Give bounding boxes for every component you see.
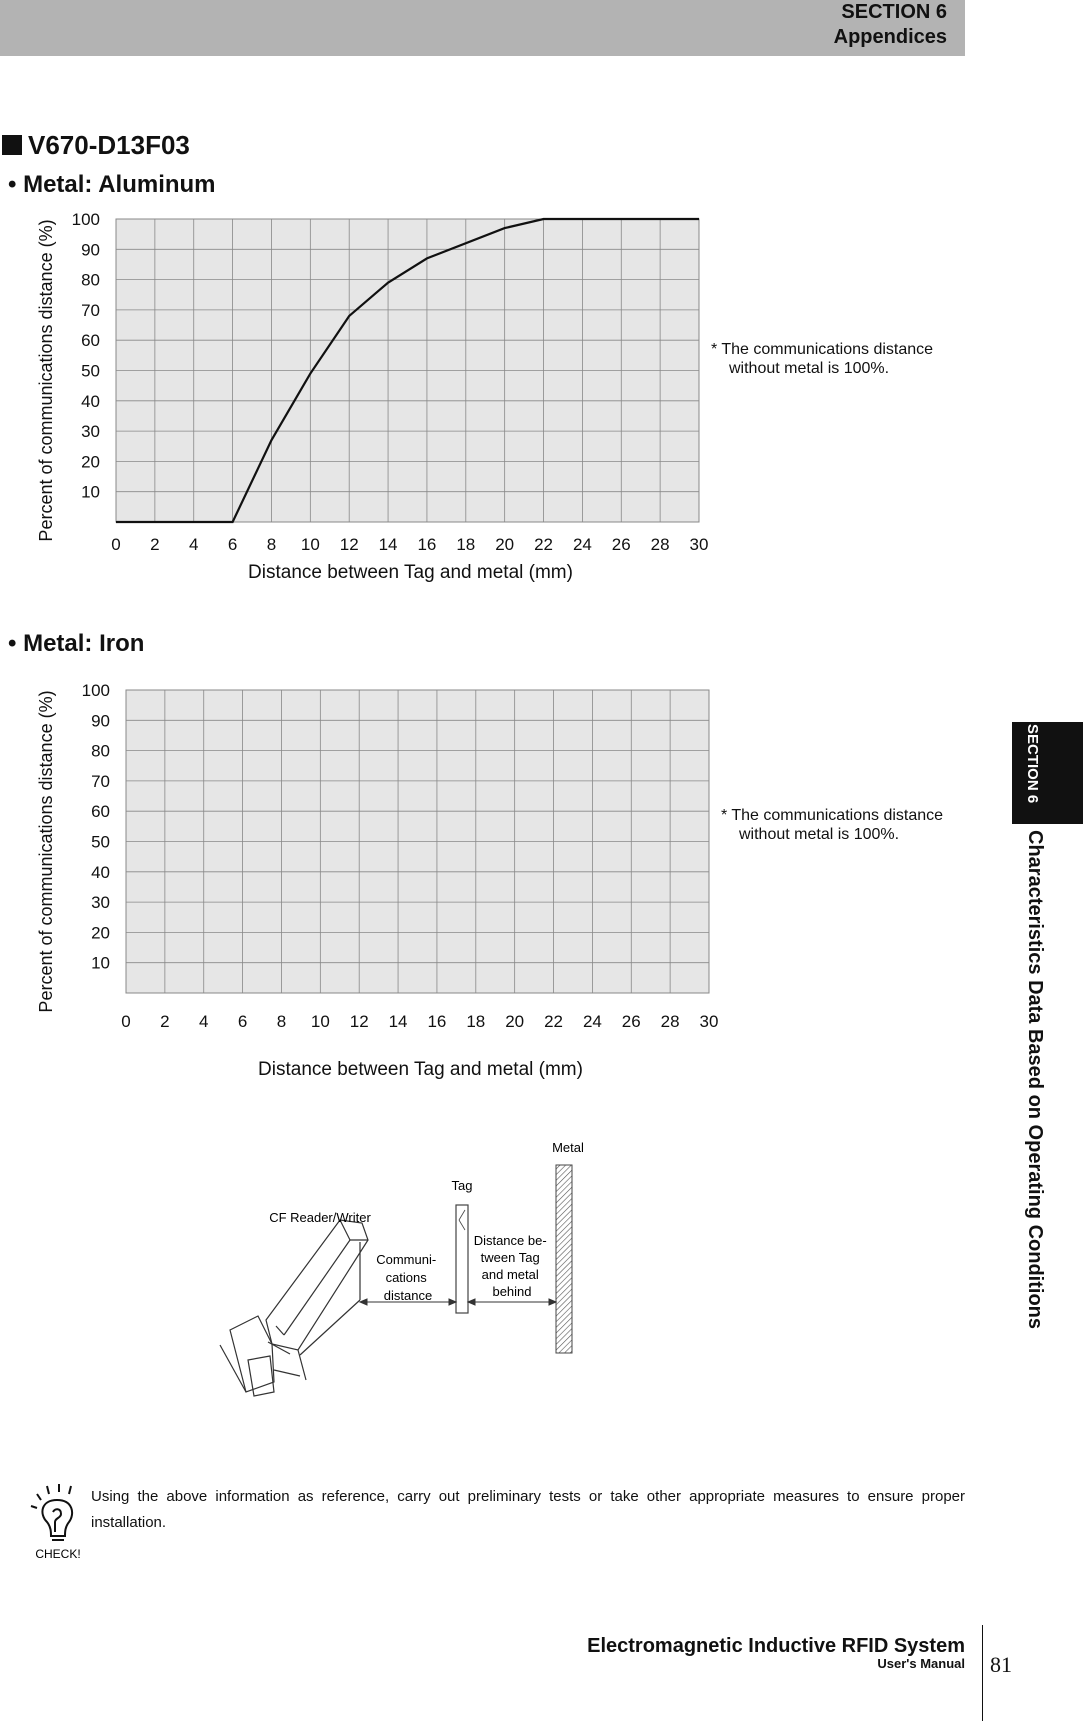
y-tick-label: 20 [91, 923, 110, 943]
x-tick-label: 18 [466, 1012, 486, 1031]
y-tick-label: 100 [81, 681, 110, 700]
model-title [2, 130, 190, 161]
tag-metal-line3: and metal [481, 1267, 539, 1282]
x-tick-label: 6 [237, 1012, 248, 1031]
side-tab-title: Characteristics Data Based on Operating Conditions [1024, 830, 1046, 1329]
x-tick-label: 14 [388, 1012, 408, 1031]
footer-title: Electromagnetic Inductive RFID System [587, 1635, 965, 1657]
comm-distance-line1: Communi- [376, 1252, 437, 1267]
x-tick-label: 8 [276, 1012, 287, 1031]
iron-chart [0, 672, 730, 1080]
iron-note [721, 806, 943, 844]
footer-title-block [587, 1635, 965, 1671]
square-bullet-icon [2, 135, 22, 155]
aluminum-heading: • Metal: Aluminum [8, 171, 216, 198]
aluminum-note [711, 340, 933, 378]
x-tick-label: 0 [121, 1012, 131, 1031]
y-tick-label: 70 [81, 300, 100, 320]
x-tick-label: 20 [505, 1012, 525, 1031]
aluminum-note-line1: * The communications distance [711, 341, 934, 358]
y-tick-label: 70 [91, 771, 110, 791]
x-tick-label: 16 [427, 1012, 447, 1031]
x-tick-label: 28 [650, 535, 670, 554]
y-tick-label: 100 [71, 210, 100, 229]
tag-metal-distance-label [474, 1233, 551, 1299]
header-section: SECTION 6 [841, 1, 947, 23]
model-title-text: V670-D13F03 [28, 130, 190, 160]
y-tick-label: 60 [81, 331, 100, 351]
footer-subtitle: User's Manual [877, 1656, 965, 1671]
metal-plate [556, 1165, 572, 1353]
x-tick-label: 20 [495, 535, 515, 554]
y-tick-label: 20 [81, 452, 100, 472]
page-number: 81 [990, 1652, 1012, 1677]
y-tick-label: 60 [91, 802, 110, 822]
x-tick-label: 0 [111, 535, 121, 554]
tag-metal-line4: behind [492, 1284, 532, 1299]
check-label: CHECK! [35, 1547, 81, 1561]
x-tick-label: 10 [300, 535, 320, 554]
y-tick-label: 80 [81, 270, 100, 290]
x-axis-label: Distance between Tag and metal (mm) [248, 562, 573, 583]
y-tick-label: 10 [81, 482, 100, 502]
y-tick-label: 40 [91, 862, 110, 882]
x-tick-label: 26 [621, 1012, 641, 1031]
x-tick-label: 2 [160, 1012, 170, 1031]
tag-label: Tag [451, 1178, 473, 1193]
y-tick-label: 90 [91, 711, 110, 731]
x-tick-label: 22 [544, 1012, 563, 1031]
tag-shape [456, 1205, 468, 1313]
x-tick-label: 4 [198, 1012, 209, 1031]
y-tick-label: 10 [91, 953, 110, 973]
comm-distance-line3: distance [383, 1288, 433, 1303]
comm-distance-line2: cations [385, 1270, 427, 1285]
lightbulb-icon [25, 1482, 95, 1562]
metal-label: Metal [552, 1140, 584, 1155]
x-tick-label: 28 [660, 1012, 680, 1031]
x-tick-label: 24 [582, 1012, 602, 1031]
x-tick-label: 4 [188, 535, 199, 554]
y-tick-label: 30 [81, 422, 100, 442]
x-tick-label: 14 [378, 535, 398, 554]
header-text [834, 0, 947, 50]
y-tick-label: 90 [81, 240, 100, 260]
check-text: Using the above information as reference, carry out preliminary tests or take other appropriate measures to ensure proper installation. [91, 1488, 965, 1531]
x-tick-label: 12 [339, 535, 359, 554]
x-axis-label: Distance between Tag and metal (mm) [258, 1059, 583, 1080]
check-icon-block [25, 1482, 95, 1562]
setup-diagram [210, 1130, 610, 1420]
x-tick-label: 22 [534, 535, 553, 554]
y-tick-label: 50 [81, 361, 100, 381]
side-tab-label: SECTION 6 [1024, 724, 1041, 804]
header-subtitle: Appendices [833, 26, 947, 48]
x-tick-label: 16 [417, 535, 437, 554]
x-tick-label: 24 [572, 535, 592, 554]
x-tick-label: 8 [266, 535, 277, 554]
y-tick-label: 40 [81, 391, 100, 411]
reader-writer-shape [220, 1220, 368, 1396]
aluminum-note-line2: without metal is 100%. [729, 360, 890, 377]
x-tick-label: 2 [150, 535, 160, 554]
x-tick-label: 10 [310, 1012, 330, 1031]
y-tick-label: 30 [91, 893, 110, 913]
x-tick-label: 18 [456, 535, 476, 554]
header-bar [0, 0, 965, 56]
y-tick-label: 80 [91, 741, 110, 761]
x-tick-label: 30 [699, 1012, 719, 1031]
iron-note-line2: without metal is 100%. [739, 826, 900, 843]
tag-metal-line2: tween Tag [480, 1250, 540, 1265]
x-tick-label: 6 [227, 535, 238, 554]
reader-label: CF Reader/Writer [269, 1210, 371, 1225]
x-tick-label: 12 [349, 1012, 369, 1031]
iron-heading: • Metal: Iron [8, 630, 145, 657]
comm-distance-label [376, 1252, 440, 1303]
aluminum-chart [0, 210, 720, 590]
footer-divider [982, 1625, 983, 1721]
y-axis-label: Percent of communications distance (%) [36, 690, 56, 1013]
x-tick-label: 30 [689, 535, 709, 554]
x-tick-label: 26 [611, 535, 631, 554]
tag-metal-line1: Distance be- [473, 1233, 547, 1248]
iron-note-line1: * The communications distance [721, 807, 944, 824]
y-axis-label: Percent of communications distance (%) [36, 219, 56, 542]
y-tick-label: 50 [91, 832, 110, 852]
